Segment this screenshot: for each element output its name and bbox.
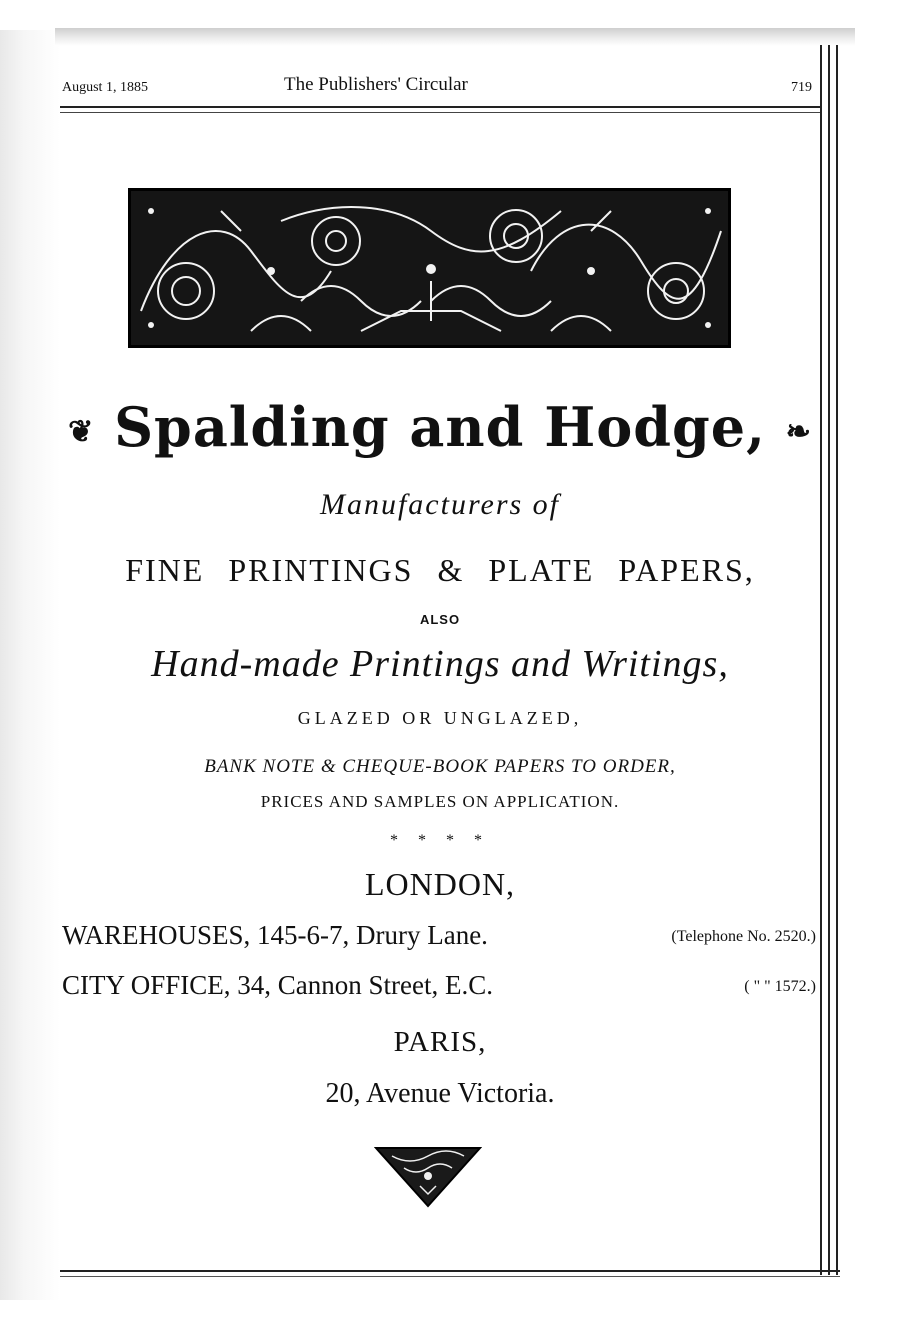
bank-note-line: BANK NOTE & CHEQUE-BOOK PAPERS TO ORDER, xyxy=(204,756,676,777)
manufacturers-line: Manufacturers of xyxy=(319,488,561,521)
paris-heading: PARIS, xyxy=(393,1026,487,1058)
header-title: The Publishers' Circular xyxy=(284,74,468,95)
fleuron-right-icon: ❧ xyxy=(785,414,812,450)
fleuron-left-icon: ❦ xyxy=(68,414,95,450)
london-heading: LONDON, xyxy=(364,866,516,902)
handmade-line: Hand-made Printings and Writings, xyxy=(151,643,729,685)
page-edge-shading xyxy=(0,30,60,1300)
city-office-address: CITY OFFICE, 34, Cannon Street, E.C. xyxy=(62,970,493,1000)
banner-ornament-drawing xyxy=(131,191,728,345)
triangular-ornament-icon xyxy=(374,1146,482,1208)
prices-line: PRICES AND SAMPLES ON APPLICATION. xyxy=(260,792,620,811)
page-top-shading xyxy=(55,28,855,46)
warehouses-telephone: (Telephone No. 2520.) xyxy=(671,928,816,945)
footer-rule xyxy=(60,1270,840,1277)
right-border-rules xyxy=(820,45,842,1275)
city-office-row xyxy=(62,970,818,1006)
fine-papers-line: FINE PRINTINGS & PLATE PAPERS, xyxy=(125,552,755,588)
warehouses-address: WAREHOUSES, 145-6-7, Drury Lane. xyxy=(62,920,488,950)
also-line: ALSO xyxy=(419,612,461,627)
ornamental-banner-illustration xyxy=(128,188,731,348)
firm-name-text: Spalding and Hodge, xyxy=(114,395,766,459)
warehouses-row xyxy=(62,920,818,956)
running-header xyxy=(62,74,818,102)
header-rule xyxy=(60,106,820,113)
paris-address: 20, Avenue Victoria. xyxy=(325,1078,555,1109)
city-office-telephone: ( " " 1572.) xyxy=(744,978,816,995)
glazed-line: GLAZED OR UNGLAZED, xyxy=(297,708,583,728)
firm-name xyxy=(60,395,820,459)
page-number: 719 xyxy=(791,80,812,95)
asterism: * * * * xyxy=(390,832,490,849)
header-date: August 1, 1885 xyxy=(62,80,148,95)
